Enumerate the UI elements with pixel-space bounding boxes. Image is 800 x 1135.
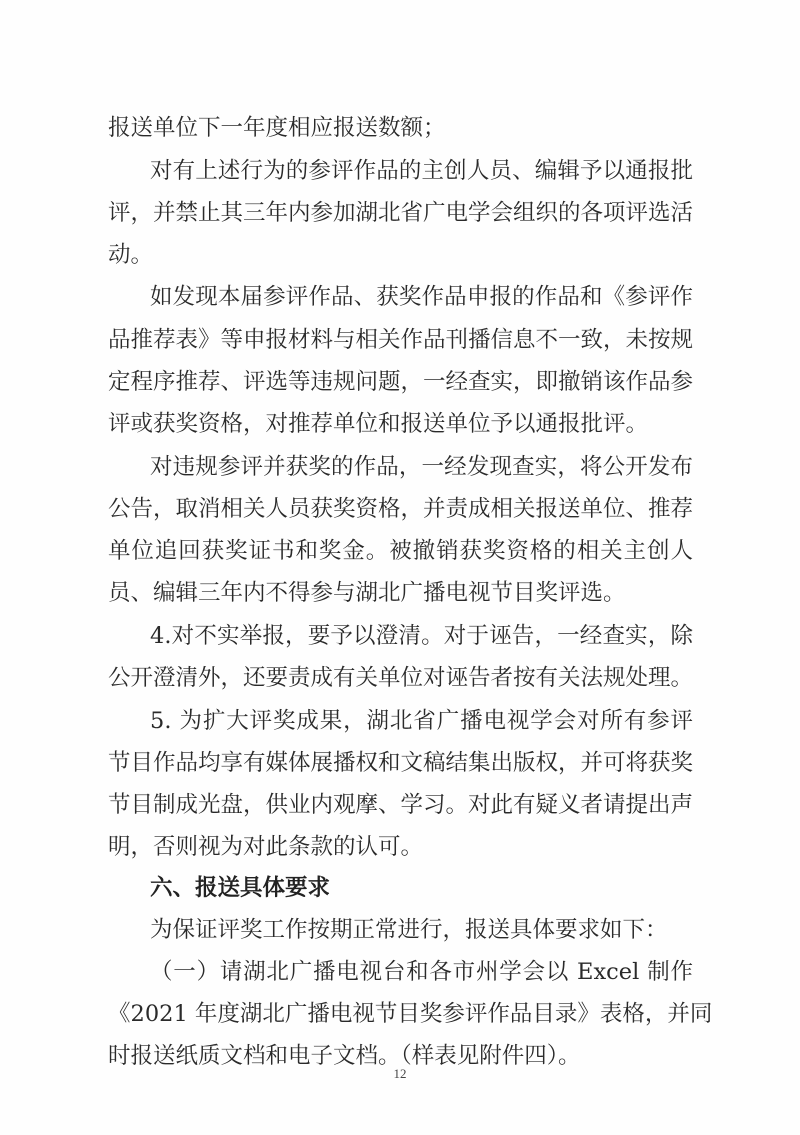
text-line: 如发现本届参评作品、获奖作品申报的作品和《参评作 bbox=[150, 284, 693, 310]
text-line: 单位追回获奖证书和奖金。被撤销获奖资格的相关主创人 bbox=[108, 538, 693, 564]
text-line: 节目作品均享有媒体展播权和文稿结集出版权，并可将获奖 bbox=[108, 750, 694, 776]
text-line: 对违规参评并获奖的作品，一经发现查实，将公开发布 bbox=[150, 454, 693, 480]
text-line: 公告，取消相关人员获奖资格，并责成相关报送单位、推荐 bbox=[108, 496, 694, 522]
text-line: 评或获奖资格，对推荐单位和报送单位予以通报批评。 bbox=[108, 411, 649, 437]
text-line: 公开澄清外，还要责成有关单位对诬告者按有关法规处理。 bbox=[108, 665, 694, 691]
text-line: 对有上述行为的参评作品的主创人员、编辑予以通报批 bbox=[150, 158, 693, 184]
text-line: 报送单位下一年度相应报送数额； bbox=[108, 115, 446, 141]
text-line: 《2021 年度湖北广播电视节目奖参评作品目录》表格，并同 bbox=[108, 1001, 713, 1027]
page-number: 12 bbox=[393, 1066, 407, 1081]
text-line: 5. 为扩大评奖成果，湖北省广播电视学会对所有参评 bbox=[150, 708, 693, 734]
text-line: 评，并禁止其三年内参加湖北省广电学会组织的各项评选活 bbox=[108, 200, 694, 226]
text-line: 品推荐表》等申报材料与相关作品刊播信息不一致，未按规 bbox=[108, 327, 694, 353]
text-line: （一）请湖北广播电视台和各市州学会以 Excel 制作 bbox=[150, 959, 693, 985]
text-line: 定程序推荐、评选等违规问题，一经查实，即撤销该作品参 bbox=[108, 369, 694, 395]
text-line: 明，否则视为对此条款的认可。 bbox=[108, 834, 424, 860]
text-line: 4.对不实举报，要予以澄清。对于诬告，一经查实，除 bbox=[150, 623, 693, 649]
text-line: 节目制成光盘，供业内观摩、学习。对此有疑义者请提出声 bbox=[108, 792, 694, 818]
text-line: 员、编辑三年内不得参与湖北广播电视节目奖评选。 bbox=[108, 580, 626, 606]
text-line: 为保证评奖工作按期正常进行，报送具体要求如下： bbox=[150, 917, 668, 943]
section-heading: 六、报送具体要求 bbox=[150, 875, 331, 901]
text-line: 动。 bbox=[108, 242, 154, 268]
text-line: 时报送纸质文档和电子文档。（样表见附件四）。 bbox=[108, 1043, 581, 1069]
